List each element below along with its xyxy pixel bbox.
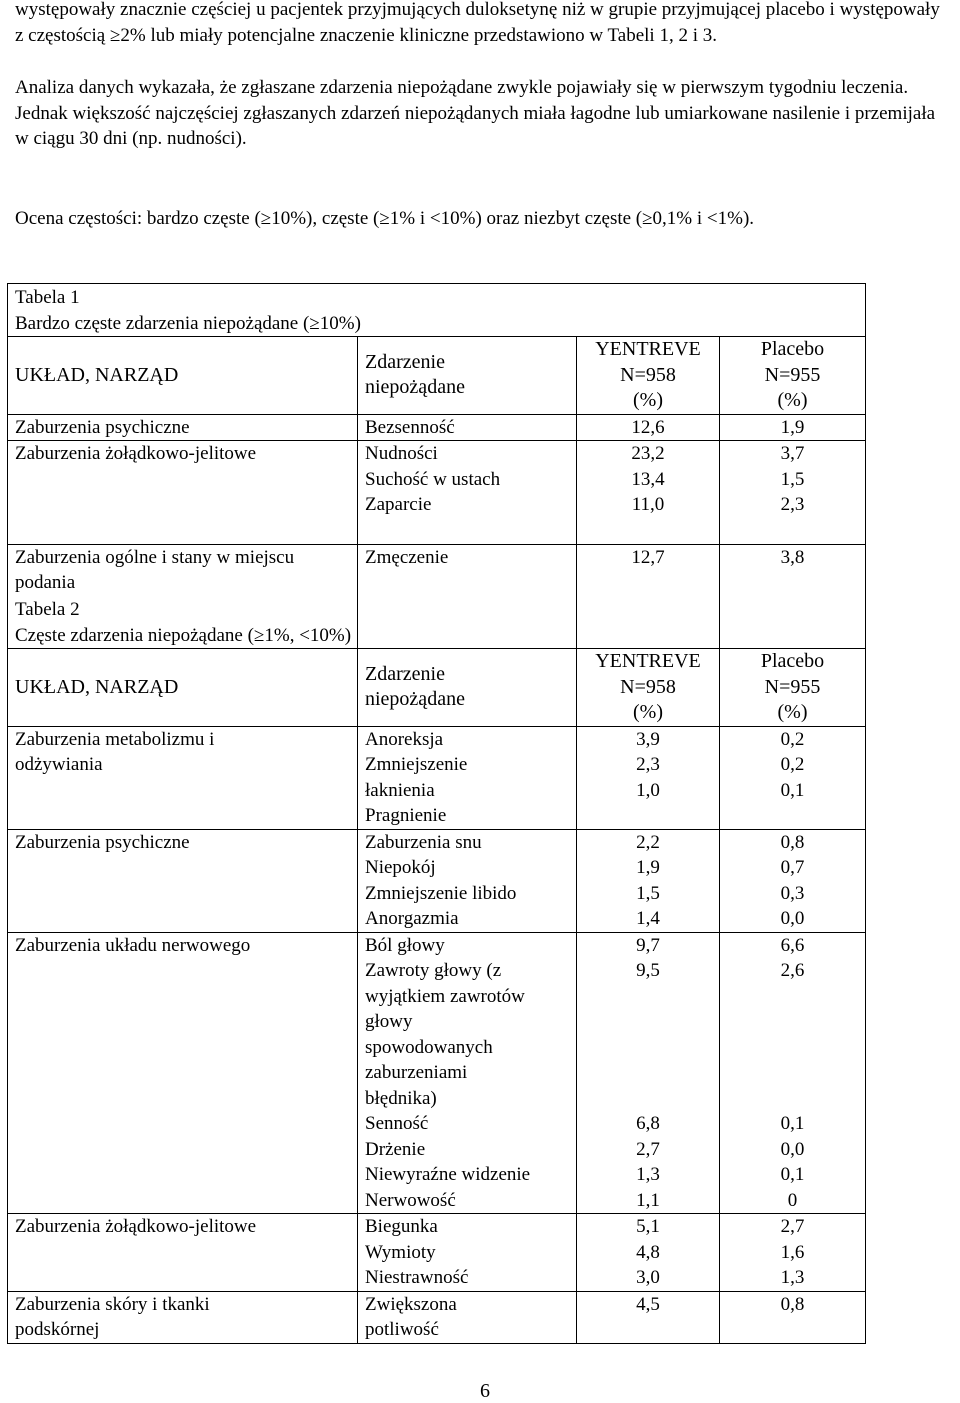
cell-drug-line xyxy=(584,1009,712,1035)
cell-drug-line: 4,5 xyxy=(636,1293,660,1315)
cell-organ-line: podania xyxy=(15,572,76,593)
cell-placebo-line: 0 xyxy=(787,1189,798,1211)
cell-drug-line: 1,5 xyxy=(636,882,660,904)
cell-events-line: spowodowanych xyxy=(365,1036,493,1058)
cell-organ-line: Zaburzenia psychiczne xyxy=(15,416,190,438)
cell-events-line: zaburzeniami xyxy=(365,1062,468,1083)
cell-drug-line xyxy=(584,1086,712,1112)
cell-events-line: Zaparcie xyxy=(365,494,432,515)
cell-placebo-line: 0,7 xyxy=(780,857,805,878)
cell-events xyxy=(358,1291,577,1343)
cell-organ-line: Zaburzenia ogólne i stany w miejscu xyxy=(15,546,295,568)
cell-placebo xyxy=(720,726,866,829)
cell-events-line: głowy xyxy=(365,1011,413,1032)
cell-drug xyxy=(577,1291,720,1343)
cell-placebo-line xyxy=(727,984,858,1010)
cell-organ-line: Zaburzenia żołądkowo-jelitowe xyxy=(15,1216,257,1237)
cell-drug-line: 12,6 xyxy=(631,416,665,438)
cell-placebo-line: 0,8 xyxy=(780,1293,805,1315)
paragraph-intro-2: Analiza danych wykazała, że zgłaszane zdarzenia niepożądane zwykle pojawiały się w pierwszym tygodniu leczenia. Jednak większość najczęściej zgłaszanych zdarzeń niepożądanych miała łagodne lub umiarkowane nasilenie i przemijała w ciągu 30 dni (np. nudności). xyxy=(15,77,936,149)
cell-events-line: Pragnienie xyxy=(365,805,447,826)
header-drug: YENTREVE xyxy=(595,650,701,672)
cell-placebo-line: 0,0 xyxy=(780,908,805,929)
cell-organ xyxy=(8,829,358,932)
cell-placebo-line: 3,8 xyxy=(780,546,805,568)
cell-events-line: Biegunka xyxy=(365,1216,438,1237)
cell-placebo-line xyxy=(727,1086,858,1112)
cell-drug-line xyxy=(584,984,712,1010)
table-1-header-row xyxy=(8,337,866,415)
cell-organ xyxy=(8,1214,358,1292)
table-row xyxy=(8,1291,866,1343)
header-organ: UKŁAD, NARZĄD xyxy=(8,337,358,415)
header-drug: N=958 xyxy=(620,363,676,386)
table-2-caption xyxy=(15,597,351,648)
cell-organ xyxy=(8,441,358,545)
cell-events-line: Zmęczenie xyxy=(365,546,449,568)
cell-events xyxy=(358,932,577,1214)
cell-organ xyxy=(8,1291,358,1343)
table-row xyxy=(8,932,866,1214)
header-event: niepożądane xyxy=(365,376,465,399)
cell-drug-line: 12,7 xyxy=(631,546,665,568)
cell-placebo-line: 0,2 xyxy=(780,728,805,750)
cell-events-line: Wymioty xyxy=(365,1241,436,1263)
cell-events-line: Senność xyxy=(365,1113,429,1134)
header-placebo: (%) xyxy=(777,701,808,723)
cell-drug-line: 3,9 xyxy=(636,728,660,750)
cell-drug-line: 1,0 xyxy=(636,779,660,801)
cell-drug-line: 2,3 xyxy=(636,754,660,775)
cell-drug xyxy=(577,932,720,1214)
cell-placebo xyxy=(720,544,866,648)
cell-drug-line: 4,8 xyxy=(636,1241,660,1263)
cell-drug-line: 5,1 xyxy=(636,1216,660,1237)
table-row xyxy=(8,726,866,829)
cell-events-line: Zawroty głowy (z xyxy=(365,960,502,981)
cell-organ-line: Zaburzenia żołądkowo-jelitowe xyxy=(15,443,257,464)
cell-events-line: wyjątkiem zawrotów xyxy=(365,985,525,1007)
cell-placebo-line: 1,5 xyxy=(780,468,805,490)
cell-drug-line xyxy=(584,1035,712,1061)
cell-drug xyxy=(577,726,720,829)
cell-placebo-line xyxy=(727,1060,858,1086)
cell-organ xyxy=(8,414,358,441)
cell-events-line: Zmniejszenie libido xyxy=(365,882,517,904)
table-2-subtitle: Częste zdarzenia niepożądane (≥1%, <10%) xyxy=(15,624,352,646)
cell-events xyxy=(358,441,577,545)
cell-placebo xyxy=(720,932,866,1214)
cell-placebo xyxy=(720,441,866,545)
cell-placebo xyxy=(720,1291,866,1343)
header-event: Zdarzenie xyxy=(365,662,445,685)
cell-placebo-line: 0,3 xyxy=(780,882,805,904)
header-organ: UKŁAD, NARZĄD xyxy=(8,649,358,727)
table-2-title: Tabela 2 xyxy=(15,599,80,620)
header-placebo: Placebo xyxy=(760,338,825,360)
header-drug: N=958 xyxy=(620,675,676,698)
cell-organ-line: Zaburzenia skóry i tkanki xyxy=(15,1293,210,1315)
cell-drug-line: 3,0 xyxy=(636,1267,660,1288)
cell-placebo-line: 0,1 xyxy=(780,1113,805,1134)
cell-events-line: Drżenie xyxy=(365,1138,426,1160)
cell-events-line: Niewyraźne widzenie xyxy=(365,1164,531,1185)
cell-drug-line: 9,5 xyxy=(636,960,660,981)
cell-placebo-line: 0,8 xyxy=(780,831,805,853)
table-row xyxy=(8,1214,866,1292)
cell-placebo-line: 0,1 xyxy=(780,779,805,801)
cell-drug xyxy=(577,829,720,932)
cell-placebo-line: 0,1 xyxy=(780,1164,805,1185)
cell-drug-line: 1,3 xyxy=(636,1164,660,1185)
cell-organ-line: odżywiania xyxy=(15,754,103,775)
header-placebo: Placebo xyxy=(760,650,825,672)
cell-placebo-line xyxy=(727,1035,858,1061)
cell-events xyxy=(358,544,577,648)
cell-events-line: potliwość xyxy=(365,1319,439,1340)
cell-events-line: Bezsenność xyxy=(365,416,455,438)
table-row xyxy=(8,441,866,545)
cell-organ-line: Zaburzenia metabolizmu i xyxy=(15,728,215,750)
cell-events-line: Nerwowość xyxy=(365,1189,456,1211)
table-1-title: Tabela 1 xyxy=(15,287,80,308)
cell-placebo xyxy=(720,414,866,441)
header-drug: (%) xyxy=(633,701,663,723)
cell-drug-line: 13,4 xyxy=(631,468,665,490)
adverse-events-table-2 xyxy=(7,648,866,1344)
cell-placebo-line: 0,2 xyxy=(780,754,805,775)
cell-placebo-line: 1,9 xyxy=(780,416,805,438)
cell-events-line: błędnika) xyxy=(365,1087,437,1109)
paragraph-intro-1: występowały znacznie częściej u pacjentek przyjmujących duloksetynę niż w grupie przyjmującej placebo i występowały z częstością ≥2% lub miały potencjalne znaczenie kliniczne przedstawiono w Tabeli 1, 2 i 3. xyxy=(15,0,940,46)
cell-drug-line xyxy=(584,1060,712,1086)
header-event: niepożądane xyxy=(365,688,465,711)
table-row xyxy=(8,414,866,441)
cell-placebo-line xyxy=(727,1009,858,1035)
cell-drug-line: 9,7 xyxy=(636,934,660,956)
cell-events-line: łaknienia xyxy=(365,779,435,801)
cell-placebo-line: 3,7 xyxy=(780,443,805,464)
cell-drug xyxy=(577,544,720,648)
cell-events xyxy=(358,1214,577,1292)
header-placebo: N=955 xyxy=(764,363,821,386)
cell-organ xyxy=(8,932,358,1214)
header-drug: YENTREVE xyxy=(595,338,701,360)
cell-drug-line: 23,2 xyxy=(631,443,665,464)
cell-events-line: Niepokój xyxy=(365,857,436,878)
adverse-events-table-1 xyxy=(7,283,866,649)
table-1-subtitle: Bardzo częste zdarzenia niepożądane (≥10%) xyxy=(15,312,361,334)
cell-placebo-line: 2,3 xyxy=(780,494,805,515)
cell-placebo-line: 6,6 xyxy=(780,934,805,956)
cell-drug-line: 1,9 xyxy=(636,857,660,878)
cell-drug-line: 6,8 xyxy=(636,1113,660,1134)
cell-placebo-line: 2,6 xyxy=(780,960,805,981)
header-drug: (%) xyxy=(633,389,663,411)
header-placebo: (%) xyxy=(777,389,808,411)
cell-drug-line: 11,0 xyxy=(631,494,665,515)
cell-events xyxy=(358,726,577,829)
cell-events-line: Ból głowy xyxy=(365,934,445,956)
header-event: Zdarzenie xyxy=(365,350,445,373)
cell-drug-line: 2,2 xyxy=(636,831,660,853)
cell-organ-line: podskórnej xyxy=(15,1319,100,1340)
cell-drug-line: 1,4 xyxy=(636,908,660,929)
cell-events-line: Zmniejszenie xyxy=(365,754,468,775)
cell-placebo-line: 0,0 xyxy=(780,1138,805,1160)
cell-events-line: Niestrawność xyxy=(365,1267,469,1288)
cell-drug-line: 2,7 xyxy=(636,1138,660,1160)
cell-placebo-line: 2,7 xyxy=(780,1216,805,1237)
header-placebo: N=955 xyxy=(764,675,821,698)
cell-drug-line: 1,1 xyxy=(636,1189,660,1211)
cell-organ-line: Zaburzenia psychiczne xyxy=(15,831,190,853)
cell-organ-line: Zaburzenia układu nerwowego xyxy=(15,934,251,956)
cell-drug xyxy=(577,414,720,441)
table-2-header-row xyxy=(8,649,866,727)
cell-events xyxy=(358,414,577,441)
cell-drug xyxy=(577,1214,720,1292)
cell-events-line: Zwiększona xyxy=(365,1293,457,1315)
cell-placebo-line: 1,6 xyxy=(780,1241,805,1263)
cell-placebo-line: 1,3 xyxy=(780,1267,805,1288)
cell-events-line: Suchość w ustach xyxy=(365,468,501,490)
table-row xyxy=(8,829,866,932)
cell-placebo xyxy=(720,1214,866,1292)
page-number: 6 xyxy=(480,1380,490,1402)
cell-events-line: Anorgazmia xyxy=(365,908,459,929)
cell-events-line: Anoreksja xyxy=(365,728,444,750)
cell-events-line: Nudności xyxy=(365,443,438,464)
cell-organ xyxy=(8,726,358,829)
cell-events-line: Zaburzenia snu xyxy=(365,831,482,853)
cell-events xyxy=(358,829,577,932)
cell-drug xyxy=(577,441,720,545)
paragraph-frequency-definition: Ocena częstości: bardzo częste (≥10%), częste (≥1% i <10%) oraz niezbyt częste (≥0,1% i <1%). xyxy=(15,208,755,229)
cell-placebo xyxy=(720,829,866,932)
